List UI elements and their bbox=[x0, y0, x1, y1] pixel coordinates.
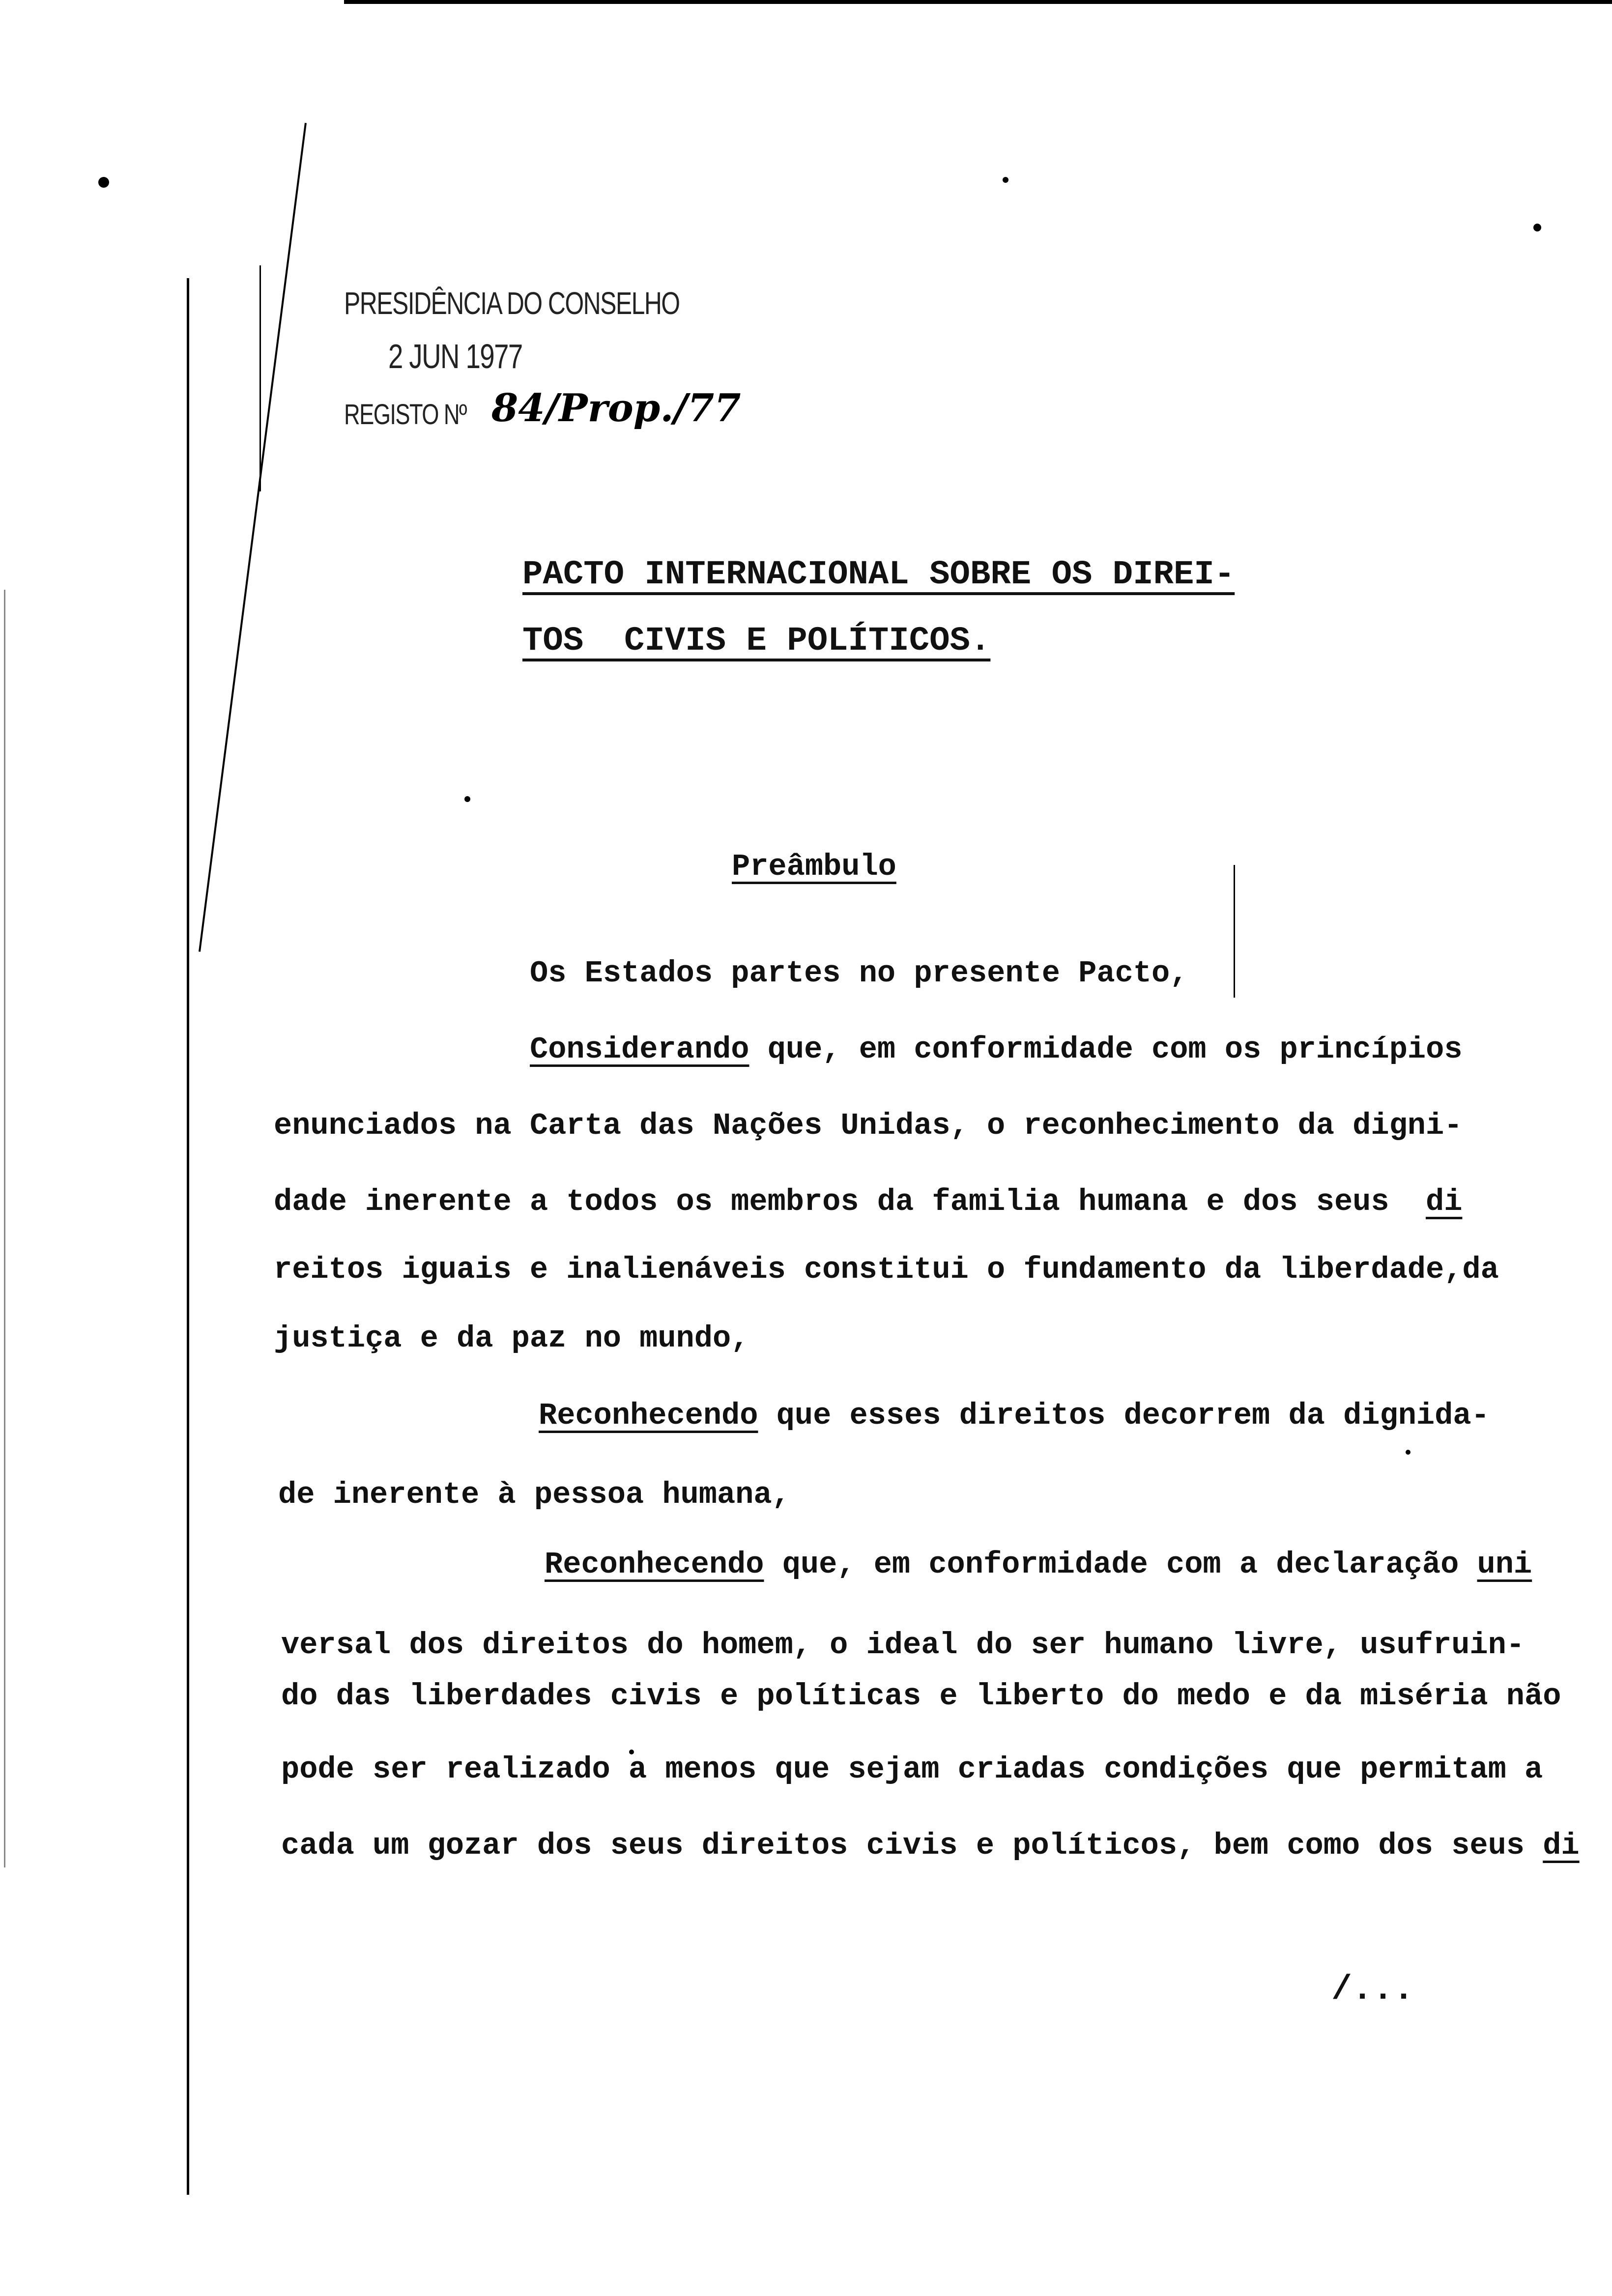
body-text: de inerente à pessoa humana, bbox=[278, 1477, 790, 1512]
body-line bbox=[530, 956, 1188, 991]
title-line-2-text: TOS CIVIS E POLÍTICOS. bbox=[522, 622, 991, 660]
scan-speck bbox=[1003, 177, 1008, 183]
continuation-mark: /... bbox=[1331, 1971, 1414, 2009]
left-edge-noise bbox=[4, 590, 5, 1867]
section-heading: Preâmbulo bbox=[732, 849, 896, 884]
body-text: pode ser realizado a menos que sejam criadas condições que permitam a bbox=[281, 1752, 1543, 1787]
body-text: cada um gozar dos seus direitos civis e políticos, bem como dos seus bbox=[281, 1828, 1543, 1863]
slanted-margin-line bbox=[199, 123, 307, 952]
stamp-date: 2 JUN 1977 bbox=[388, 337, 522, 375]
body-text: enunciados na Carta das Nações Unidas, o reconhecimento da digni- bbox=[274, 1108, 1463, 1143]
top-edge-line bbox=[344, 0, 1612, 4]
underlined-text: uni bbox=[1477, 1547, 1532, 1582]
body-line bbox=[281, 1628, 1525, 1663]
body-line bbox=[530, 1032, 1463, 1067]
underlined-text: di bbox=[1543, 1828, 1580, 1863]
body-line bbox=[274, 1252, 1499, 1287]
body-text: que, em conformidade com os princípios bbox=[749, 1032, 1463, 1067]
body-line bbox=[274, 1184, 1462, 1219]
body-line bbox=[274, 1321, 749, 1356]
scan-speck bbox=[464, 796, 470, 802]
body-text: do das liberdades civis e políticas e liberto do medo e da miséria não bbox=[281, 1679, 1561, 1714]
body-text: versal dos direitos do homem, o ideal do ser humano livre, usufruin- bbox=[281, 1628, 1525, 1663]
stamp-registo-label: REGISTO Nº bbox=[344, 399, 466, 430]
body-text: que, em conformidade com a declaração bbox=[764, 1547, 1477, 1582]
document-title-line-1 bbox=[522, 555, 1235, 594]
document-title-line-2 bbox=[522, 622, 990, 660]
body-text: Os Estados partes no presente Pacto, bbox=[530, 956, 1188, 991]
body-line bbox=[545, 1547, 1532, 1582]
underlined-text: Considerando bbox=[530, 1032, 749, 1067]
body-text: que esses direitos decorrem da dignida- bbox=[758, 1398, 1490, 1433]
body-line bbox=[539, 1398, 1490, 1433]
underlined-text: Reconhecendo bbox=[545, 1547, 764, 1582]
body-line bbox=[281, 1679, 1561, 1714]
body-text: justiça e da paz no mundo, bbox=[274, 1321, 749, 1356]
underlined-text: Reconhecendo bbox=[539, 1398, 758, 1433]
left-margin-line bbox=[187, 278, 189, 2195]
underlined-text: di bbox=[1425, 1184, 1463, 1219]
body-line bbox=[278, 1477, 790, 1512]
body-text: dade inerente a todos os membros da familia humana e dos seus bbox=[274, 1184, 1426, 1219]
body-text: reitos iguais e inalienáveis constitui o fundamento da liberdade,da bbox=[274, 1252, 1499, 1287]
body-line bbox=[281, 1828, 1580, 1863]
scan-speck bbox=[1406, 1450, 1410, 1455]
scan-speck bbox=[1533, 224, 1541, 231]
header-short-line bbox=[259, 265, 261, 491]
right-bracket-line bbox=[1234, 865, 1235, 998]
stamp-office: PRESIDÊNCIA DO CONSELHO bbox=[344, 286, 680, 321]
title-line-1-text: PACTO INTERNACIONAL SOBRE OS DIREI- bbox=[522, 555, 1235, 594]
body-line bbox=[281, 1752, 1543, 1787]
scan-speck bbox=[98, 177, 109, 188]
body-line bbox=[274, 1108, 1462, 1143]
stamp-registo-number: 84/Prop./77 bbox=[491, 386, 741, 430]
